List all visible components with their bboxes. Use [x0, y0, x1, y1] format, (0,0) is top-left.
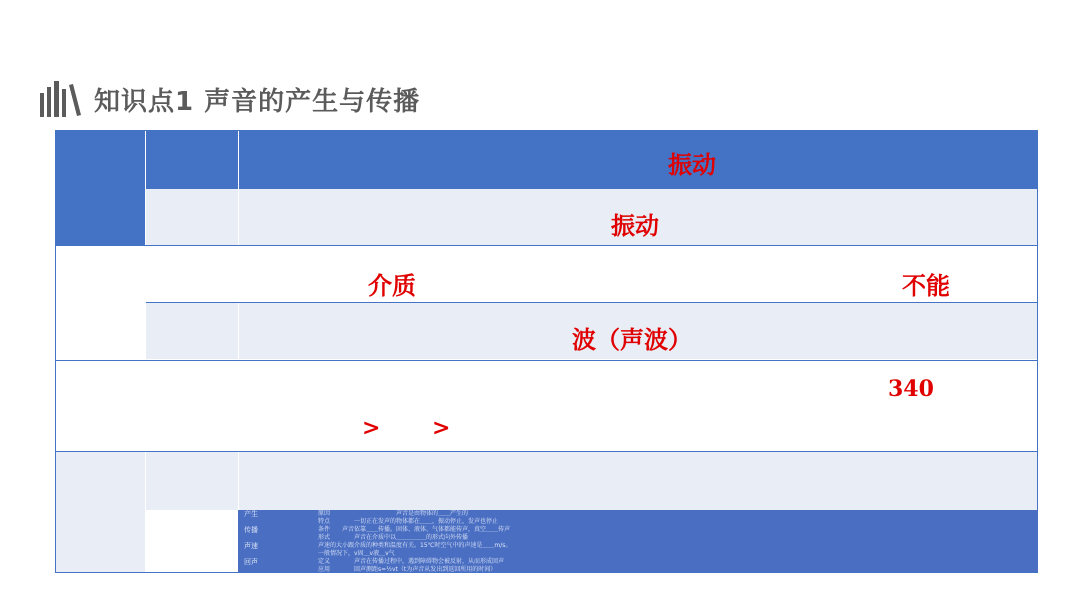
table-row-2	[146, 189, 1037, 245]
books-icon	[38, 79, 84, 119]
page-title: 知识点1 声音的产生与传播	[94, 86, 421, 117]
row6-sub-cell	[146, 510, 238, 572]
section-heading	[38, 78, 420, 120]
answer-cannot: 不能	[902, 272, 950, 300]
table-row-3	[56, 246, 1037, 302]
compare-sign-1: >	[362, 415, 381, 441]
row-header-production	[56, 189, 145, 245]
answer-speed-340: 340	[888, 376, 934, 402]
compare-sign-2: >	[432, 415, 451, 441]
answer-medium: 介质	[368, 272, 416, 300]
answer-wave: 波（声波）	[572, 326, 692, 354]
answer-vibration-2: 振动	[611, 212, 659, 240]
summary-thumbnail-table: 产生 原因 声音是由物体的＿＿产生的 特点 一切正在发声的物体都在＿＿，振动停止，发声也停止 传播 条件 声音依靠＿＿传播。固体、液体、气体都能传声，真空＿＿传声 形式 声音在介质中以＿＿＿＿＿的形式向外传播 声速 声速的大小跟介质的种类和温度有关。15℃时空气中的声速是＿＿m/s。 一般情况下，v固＿v液＿v气 回声 定义 声音在传播过程中，遇到障碍物会被反射，从而形成回声 应用 回声测距s=½vt（t为声音从发出到返回所用的时间）	[238, 510, 1038, 572]
answer-vibration-1: 振动	[668, 151, 716, 179]
table-row-5	[56, 361, 1037, 451]
table-row-1	[56, 131, 1037, 189]
